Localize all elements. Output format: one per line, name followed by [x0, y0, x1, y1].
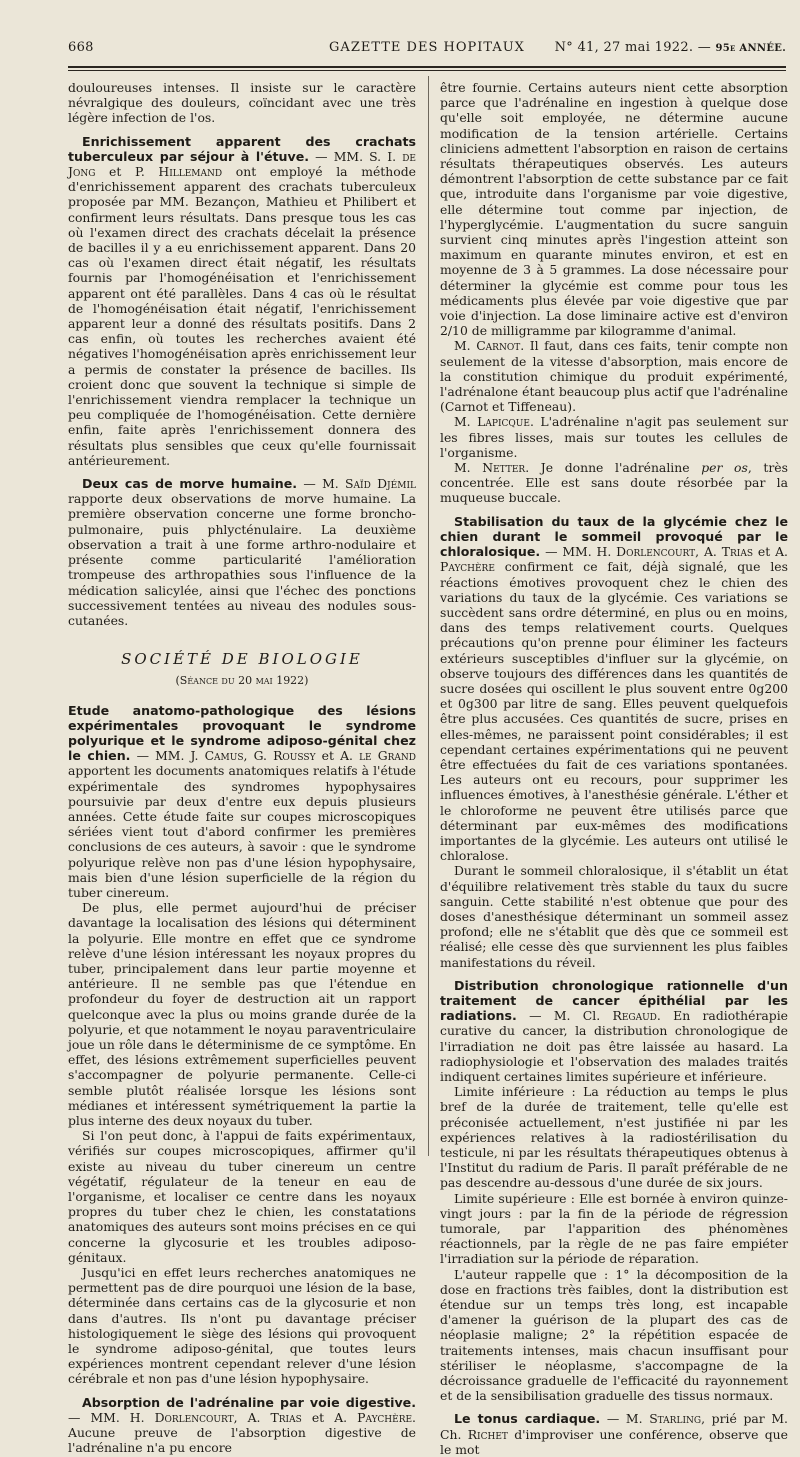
- article-anatomo: [68, 703, 416, 901]
- paragraph: être fournie. Certains auteurs nient cette absorption parce que l'adrénaline en ingestion à quelque dose qu'elle soit employée, ne détermine aucune modification de la tension artérielle. Certains cliniciens admettent l'absorption en raison de certains résultats thérapeutiques observés. Les auteurs démontrent l'absorption de cette substance par ce fait que, introduite dans l'organisme par voie digestive, elle détermine tout comme par injection, de l'hyperglycémie. L'augmentation du sucre sanguin survient cinq minutes après l'ingestion atteint son maximum en quarante minutes environ, et est en moyenne de 3 à 5 grammes. La dose nécessaire pour déterminer la glycémie est comme pour tous les médicaments plus élevée par voie digestive que par voie d'injection. La dose liminaire active est d'environ 2/10 de milligramme par kilogramme d'animal.: [440, 80, 788, 339]
- text-run: , très concentrée. Elle est sans doute résorbée par la muqueuse buccale.: [440, 460, 788, 506]
- text-run: ,: [695, 544, 704, 560]
- article-body: ont employé la méthode d'enrichissement apparent des crachats tuberculeux proposée par MM. Bezançon, Mathieu et Philibert et confirment leurs résultats. Dans presque tous les cas où l'examen direct des crachats décelait la présence de bacilles il y a eu enrichissement apparent. Dans 20 cas où l'examen direct était négatif, les résultats fournis par l'homogénéisation et l'enrichissement apparent ont été parallèles. Dans 4 cas où le résultat de l'homogénéisation était négatif, l'enrichissement apparent leur a donné des résultats positifs. Dans 2 cas enfin, où toutes les recherches avaient été négatives l'homogénéisation après enrichissement leur a permis de constater la présence de bacilles. Ils croient donc que souvent la technique si simple de l'enrichissement viendra remplacer la technique un peu compliquée de l'homogénéisation. Cette dernière enfin, faite après l'enrichissement donnera des résultats plus sensibles que ceux qu'elle fournissait antérieurement.: [68, 164, 416, 468]
- article-enrichissement: [68, 134, 416, 468]
- paragraph: L'auteur rappelle que : 1° la décomposition de la dose en fractions très faibles, dont la distribution est étendue sur un temps très long, est incapable d'amener la guérison de la plupart des cas de néoplasie maligne; 2° la répétition espacée de traitements intenses, mais chacun insuffisant pour stériliser le néoplasme, s'accompagne de la décroissance graduelle de l'efficacité du rayonnement et de la sensibilisation graduelle des tissus normaux.: [440, 1266, 788, 1404]
- author-name: Dorlencourt: [154, 1409, 234, 1425]
- text-run: ,: [243, 748, 254, 764]
- issue-info: [555, 40, 786, 55]
- paragraph: Limite inférieure : La réduction au temps le plus bref de la durée de traitement, telle qu'elle est préconisée actuellement, n'est justifiée ni par les expériences relatives à la radiostérilisation du testicule, ni par les résultats thérapeutiques obtenus à l'Institut du radium de Paris. Il paraît préférable de ne pas descendre au-dessous d'une durée de six jours.: [440, 1084, 788, 1191]
- header-rule-thin: [68, 70, 786, 71]
- article-morve: [68, 476, 416, 628]
- text-run: . Il faut, dans ces faits, tenir compte non seulement de la vitesse d'absorption, mais encore de la constitution chimique du produit expérimenté, l'adrénalone étant beaucoup plus actif que l'adrénaline (Carnot et Tiffeneau).: [440, 338, 788, 415]
- article-adrenaline: [68, 1395, 416, 1456]
- text-run: — M.: [600, 1411, 650, 1427]
- paragraph: Si l'on peut donc, à l'appui de faits expérimentaux, vérifiés sur coupes microscopiques, affirmer qu'il existe au niveau du tuber cinereum un centre végétatif, régulateur de la teneur en eau de l'organisme, et localiser ce centre dans les noyaux propres du tuber chez le chien, les constatations anatomiques des auteurs sont moins précises en ce qui concerne la glycosurie et les troubles adiposo-génitaux.: [68, 1128, 416, 1265]
- text-run: — M.: [297, 476, 346, 492]
- text-run: et: [315, 748, 341, 764]
- left-column: [68, 80, 416, 1455]
- spacer: [68, 689, 416, 703]
- text-run: — M. Cl.: [516, 1008, 613, 1024]
- article-title: Distribution chronologique rationnelle d'un traitement de cancer épithélial par les radiations.: [440, 977, 788, 1024]
- author-name: A. Trias: [247, 1409, 302, 1425]
- year-label: 95e ANNÉE.: [715, 43, 786, 54]
- author-name: Richet: [467, 1426, 508, 1442]
- author-name: Lapicque: [477, 414, 530, 430]
- paragraph: Jusqu'ici en effet leurs recherches anatomiques ne permettent pas de dire pourquoi une lésion de la base, déterminée dans certains cas de la glycosurie et non dans d'autres. Ils n'ont pu davantage préciser histologiquement le siège des lésions qui provoquent le syndrome adiposo-génital, que toutes leurs expériences montrent cependant relever d'une lésion cérébrale et non pas d'une lésion hypophysaire.: [68, 1265, 416, 1387]
- remark-carnot: [440, 338, 788, 414]
- article-title: Absorption de l'adrénaline par voie digestive.: [82, 1394, 416, 1410]
- article-title: Deux cas de morve humaine.: [82, 476, 298, 492]
- text-run: M.: [454, 460, 483, 476]
- header-rule: [68, 66, 786, 68]
- page-number: 668: [68, 40, 94, 55]
- remark-netter: [440, 460, 788, 506]
- article-title: Le tonus cardiaque.: [454, 1411, 601, 1427]
- author-name: Dorlencourt: [616, 544, 696, 560]
- text-run: ,: [233, 1409, 248, 1425]
- session-date: (Séance du 20 mai 1922): [175, 674, 309, 688]
- author-name: A. Paychère: [334, 1409, 413, 1425]
- author-name: Carnot: [476, 338, 521, 354]
- article-title: Etude anatomo-pathologique des lésions expérimentales provoquant le syndrome polyurique et le syndrome adiposo-génital chez le chien.: [68, 702, 416, 764]
- author-name: A. Paychère: [440, 544, 788, 575]
- article-glycemie: [440, 514, 788, 864]
- page-header: [68, 40, 786, 62]
- text-run: M.: [454, 338, 477, 354]
- article-body: d'improviser une conférence, observe que le mot: [440, 1426, 788, 1457]
- column-divider: [428, 76, 429, 1156]
- author-name: P. Hillemand: [135, 164, 223, 180]
- author-name: Regaud: [612, 1008, 657, 1024]
- text-run: — MM. H.: [540, 544, 617, 560]
- author-name: A. Trias: [703, 544, 754, 560]
- paragraph: Limite supérieure : Elle est bornée à environ quinze-vingt jours : par la fin de la période de régression tumorale, par l'apparition des phénomènes réactionnels, par la règle de ne pas faire empiéter l'irradiation sur la période de réparation.: [440, 1190, 788, 1267]
- italic-text: per os: [701, 460, 748, 476]
- author-name: Starling: [649, 1411, 702, 1427]
- article-tonus: [440, 1411, 788, 1457]
- intro-paragraph: douloureuses intenses. Il insiste sur le caractère névralgique des douleurs, coïncidant avec une très légère infection de l'os.: [68, 80, 416, 126]
- text-run: et: [95, 164, 136, 180]
- text-run: — MM.: [130, 748, 191, 764]
- author-name: G. Roussy: [253, 748, 316, 764]
- text-run: et: [301, 1409, 335, 1425]
- right-column: [440, 80, 788, 1457]
- article-title: Stabilisation du taux de la glycémie chez le chien durant le sommeil provoqué par le chloralosique.: [440, 513, 788, 560]
- author-name: Saïd Djémil: [345, 476, 416, 492]
- article-body: apportent les documents anatomiques relatifs à l'étude expérimentale des syndromes hypophysaires poursuivie par deux d'entre eux depuis plusieurs années. Cette étude faite sur coupes microscopiques sériées vient tout d'abord confirmer les premières conclusions de ces auteurs, à savoir : que le syndrome polyurique relève non pas d'une lésion hypophysaire, mais bien d'une lésion superficielle de la région du tuber cinereum.: [68, 763, 416, 900]
- paragraph: De plus, elle permet aujourd'hui de préciser davantage la localisation des lésions qui déterminent la polyurie. Elle montre en effet que ce syndrome relève d'une lésion intéressant les noyaux propres du tuber, principalement dans leur partie moyenne et antérieure. Il ne semble pas que l'étendue en profondeur du foyer de destruction ait un rapport quelconque avec la plus ou moins grande durée de la polyurie, et que notamment le noyau paraventriculaire joue un rôle dans le déterminisme de ce symptôme. En effet, des lésions extrêmement superficielles peuvent s'accompagner de polyurie permanente. Celle-ci semble plutôt réalisée lorsque les lésions sont médianes et intéressent symétriquement la partie la plus interne des deux noyaux du tuber.: [68, 900, 416, 1128]
- article-body: confirment ce fait, déjà signalé, que les réactions émotives provoquent chez le chien des variations du taux de la glycémie. Ces variations se succèdent sans ordre déterminé, en plus ou en moins, dans des temps relativement courts. Quelques précautions qu'on prenne pour éliminer les facteurs extérieurs susceptibles d'influer sur la glycémie, on observe toujours des différences dans les quantités de sucre dosées qui oscillent le plus souvent entre 0g200 et 0g300 par litre de sang. Elles peuvent quelquefois être plus accusées. Ces quantités de sucre, prises en elles-mêmes, ne paraissent point considérables; il est cependant certaines expérimentations qui ne peuvent être effectuées du fait de ces variations spontanées. Les auteurs ont eu recours, pour supprimer les influences émotives, à l'anesthésie générale. L'éther et le chloroforme ne peuvent être utilisés parce que déterminant par eux-mêmes des modifications importantes de la glycémie. Les auteurs ont utilisé le chloralose.: [440, 559, 788, 864]
- author-name: A. le Grand: [340, 748, 416, 764]
- text-run: et: [753, 544, 776, 560]
- article-body: rapporte deux observations de morve humaine. La première observation concerne une forme broncho-pulmonaire, puis phlycténulaire. La deuxième observation a trait à une forme arthro-nodulaire et présente comme particularité l'amélioration trompeuse des arthropathies sous l'influence de la médication salicylée, ainsi que l'échec des ponctions successivement tentées au niveau des nodules sous-cutanées.: [68, 491, 416, 628]
- issue-date: N° 41, 27 mai 1922. —: [554, 40, 716, 55]
- article-radiations: [440, 978, 788, 1084]
- article-body: . En radiothérapie curative du cancer, la distribution chronologique de l'irradiation ne doit pas être laissée au hasard. La radiophysiologie et l'observation des malades traités indiquent certaines limites supérieure et inférieure.: [440, 1008, 789, 1084]
- section-heading: SOCIÉTÉ DE BIOLOGIE: [121, 650, 363, 669]
- article-title: Enrichissement apparent des crachats tuberculeux par séjour à l'étuve.: [68, 133, 416, 164]
- text-run: . L'adrénaline n'agit pas seulement sur les fibres lisses, mais sur toutes les cellules de l'organisme.: [440, 414, 788, 460]
- journal-title: GAZETTE DES HOPITAUX: [329, 40, 525, 55]
- author-name: Netter: [482, 460, 526, 476]
- paragraph: Durant le sommeil chloralosique, il s'établit un état d'équilibre relativement très stable du taux du sucre sanguin. Cette stabilité n'est obtenue que pour des doses d'anesthésique déterminant un sommeil assez profond; elle ne s'établit que dès que ce sommeil est réalisé; elle cesse dès que surviennent les plus faibles manifestations du réveil.: [440, 863, 788, 970]
- text-run: — MM.: [309, 148, 370, 164]
- text-run: . Je donne l'adrénaline: [525, 460, 702, 476]
- author-name: S. I. de Jong: [68, 148, 416, 180]
- text-run: — MM. H.: [68, 1409, 155, 1425]
- text-run: , prié par M. Ch.: [440, 1411, 788, 1442]
- remark-lapicque: [440, 414, 788, 460]
- article-body: . Aucune preuve de l'absorption digestive de l'adrénaline n'a pu encore: [68, 1409, 416, 1456]
- author-name: J. Camus: [190, 748, 244, 764]
- text-run: M.: [454, 414, 478, 430]
